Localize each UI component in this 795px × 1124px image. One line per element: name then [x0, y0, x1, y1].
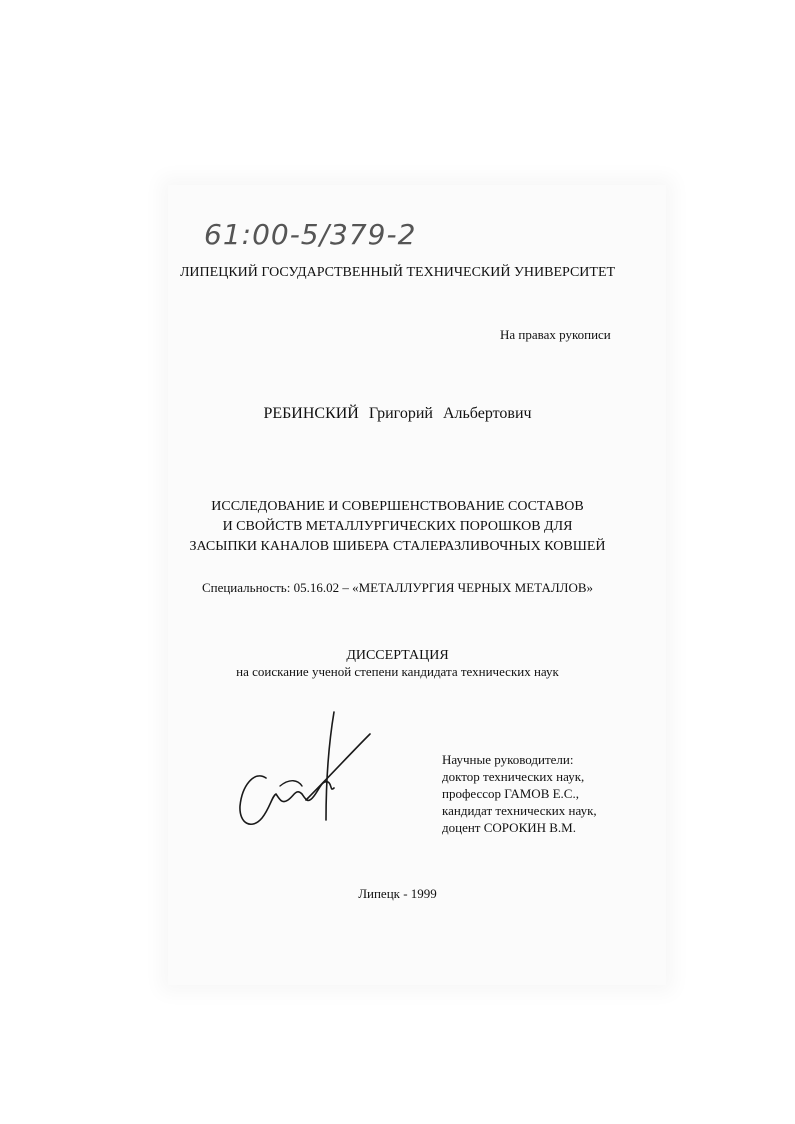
- city-year: Липецк - 1999: [358, 886, 437, 901]
- supervisors-line: доцент СОРОКИН В.М.: [442, 820, 576, 835]
- dissertation-heading: ДИССЕРТАЦИЯ: [346, 648, 449, 663]
- rights-note: На правах рукописи: [500, 327, 611, 342]
- archive-code: [200, 212, 460, 262]
- author-name: РЕБИНСКИЙ Григорий Альбертович: [263, 405, 532, 422]
- supervisors-block: [442, 751, 597, 836]
- thesis-title-line: ИССЛЕДОВАНИЕ И СОВЕРШЕНСТВОВАНИЕ СОСТАВОВ: [211, 499, 584, 514]
- dissertation-subheading: на соискание ученой степени кандидата технических наук: [236, 664, 559, 679]
- thesis-title-line: ЗАСЫПКИ КАНАЛОВ ШИБЕРА СТАЛЕРАЗЛИВОЧНЫХ КОВШЕЙ: [189, 539, 606, 554]
- university-name: ЛИПЕЦКИЙ ГОСУДАРСТВЕННЫЙ ТЕХНИЧЕСКИЙ УНИВЕРСИТЕТ: [179, 265, 616, 280]
- thesis-title-line: И СВОЙСТВ МЕТАЛЛУРГИЧЕСКИХ ПОРОШКОВ ДЛЯ: [222, 519, 573, 534]
- thesis-title: [0, 497, 795, 557]
- supervisors-line: профессор ГАМОВ Е.С.,: [442, 786, 579, 801]
- archive-code-text: 61:00-5/379-2: [204, 218, 417, 251]
- handwritten-signature: [236, 708, 376, 833]
- supervisors-line: доктор технических наук,: [442, 769, 585, 784]
- supervisors-line: Научные руководители:: [442, 752, 574, 767]
- supervisors-line: кандидат технических наук,: [442, 803, 597, 818]
- specialty: Специальность: 05.16.02 – «МЕТАЛЛУРГИЯ ЧЕРНЫХ МЕТАЛЛОВ»: [201, 580, 594, 595]
